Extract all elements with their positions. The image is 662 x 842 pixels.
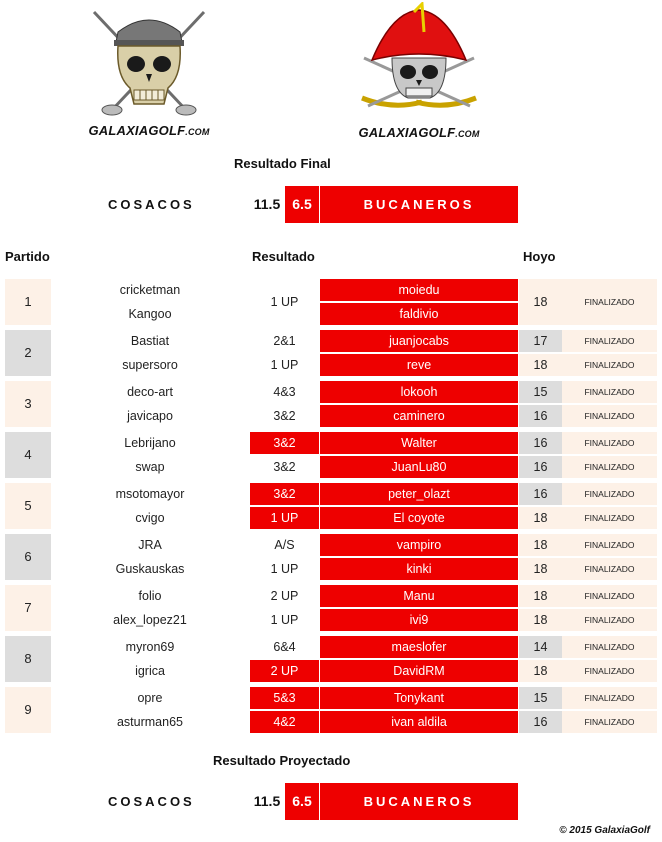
player-left: cricketman [119, 283, 181, 297]
player-right: DavidRM [320, 660, 518, 682]
match-result: 2 UP [250, 660, 319, 682]
pirate-skull-icon [352, 2, 486, 120]
match-number: 4 [5, 432, 51, 478]
match-status: FINALIZADO [562, 660, 657, 682]
match-result: A/S [274, 538, 295, 552]
player-left: Lebrijano [124, 436, 176, 450]
match-status: FINALIZADO [562, 330, 657, 352]
skull-golf-icon [86, 6, 212, 118]
team-left-name: COSACOS [108, 197, 195, 212]
match-hoyo: 16 [519, 483, 562, 505]
projected-team-left-score: 11.5 [253, 793, 281, 809]
logo-left [86, 6, 212, 138]
match-result: 1 UP [250, 507, 319, 529]
match-number: 1 [5, 279, 51, 325]
player-right: Manu [320, 585, 518, 607]
player-right: lokooh [320, 381, 518, 403]
match-block [0, 483, 662, 529]
team-right-name: BUCANEROS [320, 186, 518, 223]
match-hoyo: 18 [519, 660, 562, 682]
match-status: FINALIZADO [562, 687, 657, 709]
player-left: JRA [138, 538, 162, 552]
player-left: javicapo [127, 409, 173, 423]
match-result: 5&3 [250, 687, 319, 709]
column-header-partido: Partido [5, 249, 50, 264]
match-result: 1 UP [270, 295, 299, 309]
logo-right [352, 2, 486, 140]
match-block [0, 585, 662, 631]
player-left: igrica [135, 664, 165, 678]
match-status: FINALIZADO [562, 432, 657, 454]
projected-team-right-name: BUCANEROS [320, 783, 518, 820]
player-left: asturman65 [116, 715, 183, 729]
match-result: 3&2 [250, 432, 319, 454]
match-hoyo: 18 [519, 507, 562, 529]
player-left: opre [137, 691, 163, 705]
match-hoyo: 15 [519, 381, 562, 403]
match-block [0, 330, 662, 376]
player-left: folio [138, 589, 162, 603]
match-result: 2 UP [270, 589, 299, 603]
player-right: vampiro [320, 534, 518, 556]
player-right: moiedu [320, 279, 518, 301]
final-score-row [0, 186, 662, 223]
match-status: FINALIZADO [562, 609, 657, 631]
match-result: 2&1 [273, 334, 296, 348]
match-block [0, 636, 662, 682]
player-left: swap [135, 460, 165, 474]
match-block [0, 534, 662, 580]
player-right: JuanLu80 [320, 456, 518, 478]
player-right: ivi9 [320, 609, 518, 631]
match-result: 3&2 [250, 483, 319, 505]
projected-team-left-name: COSACOS [108, 794, 195, 809]
column-header-resultado: Resultado [252, 249, 315, 264]
player-left: supersoro [122, 358, 178, 372]
player-right: reve [320, 354, 518, 376]
match-status: FINALIZADO [562, 405, 657, 427]
logo-left-text: GALAXIAGOLF.COM [88, 123, 210, 138]
player-right: maeslofer [320, 636, 518, 658]
match-hoyo: 16 [519, 711, 562, 733]
match-status: FINALIZADO [562, 483, 657, 505]
player-left: Guskauskas [115, 562, 185, 576]
player-right: peter_olazt [320, 483, 518, 505]
player-right: Tonykant [320, 687, 518, 709]
player-left: myron69 [125, 640, 175, 654]
match-status: FINALIZADO [562, 711, 657, 733]
player-right: kinki [320, 558, 518, 580]
match-hoyo: 18 [519, 279, 562, 325]
match-status: FINALIZADO [562, 381, 657, 403]
match-hoyo: 18 [519, 609, 562, 631]
match-status: FINALIZADO [562, 585, 657, 607]
match-hoyo: 18 [519, 534, 562, 556]
team-left-score: 11.5 [253, 196, 281, 212]
match-result: 3&2 [273, 460, 296, 474]
player-left: cvigo [135, 511, 165, 525]
player-left: msotomayor [115, 487, 185, 501]
match-result: 4&2 [250, 711, 319, 733]
match-hoyo: 17 [519, 330, 562, 352]
match-number: 5 [5, 483, 51, 529]
player-right: El coyote [320, 507, 518, 529]
match-status: FINALIZADO [562, 534, 657, 556]
match-number: 2 [5, 330, 51, 376]
match-hoyo: 18 [519, 558, 562, 580]
match-number: 8 [5, 636, 51, 682]
match-hoyo: 14 [519, 636, 562, 658]
player-right: caminero [320, 405, 518, 427]
match-hoyo: 16 [519, 432, 562, 454]
player-right: ivan aldila [320, 711, 518, 733]
match-result: 1 UP [270, 562, 299, 576]
match-hoyo: 18 [519, 585, 562, 607]
player-left: Kangoo [128, 307, 172, 321]
match-result: 1 UP [270, 358, 299, 372]
projected-team-right-score: 6.5 [285, 783, 319, 820]
match-number: 3 [5, 381, 51, 427]
match-block [0, 381, 662, 427]
match-status: FINALIZADO [562, 456, 657, 478]
match-hoyo: 16 [519, 405, 562, 427]
match-number: 7 [5, 585, 51, 631]
projected-score-row [0, 783, 662, 820]
projected-result-title: Resultado Proyectado [213, 753, 351, 768]
match-number: 6 [5, 534, 51, 580]
match-hoyo: 15 [519, 687, 562, 709]
match-result: 4&3 [273, 385, 296, 399]
team-right-score: 6.5 [285, 186, 319, 223]
match-status: FINALIZADO [562, 558, 657, 580]
player-left: Bastiat [130, 334, 170, 348]
player-right: Walter [320, 432, 518, 454]
match-result: 3&2 [273, 409, 296, 423]
column-header-hoyo: Hoyo [523, 249, 556, 264]
match-block [0, 279, 662, 325]
match-block [0, 432, 662, 478]
match-status: FINALIZADO [562, 354, 657, 376]
player-right: juanjocabs [320, 330, 518, 352]
match-number: 9 [5, 687, 51, 733]
player-right: faldivio [320, 303, 518, 325]
match-hoyo: 18 [519, 354, 562, 376]
match-hoyo: 16 [519, 456, 562, 478]
copyright-footer: © 2015 GalaxiaGolf [559, 825, 650, 836]
match-status: FINALIZADO [562, 279, 657, 325]
match-status: FINALIZADO [562, 507, 657, 529]
match-status: FINALIZADO [562, 636, 657, 658]
player-left: deco-art [127, 385, 173, 399]
match-result: 1 UP [270, 613, 299, 627]
match-block [0, 687, 662, 733]
match-result: 6&4 [273, 640, 296, 654]
final-result-title: Resultado Final [234, 156, 331, 171]
logo-right-text: GALAXIAGOLF.COM [358, 125, 480, 140]
player-left: alex_lopez21 [113, 613, 187, 627]
